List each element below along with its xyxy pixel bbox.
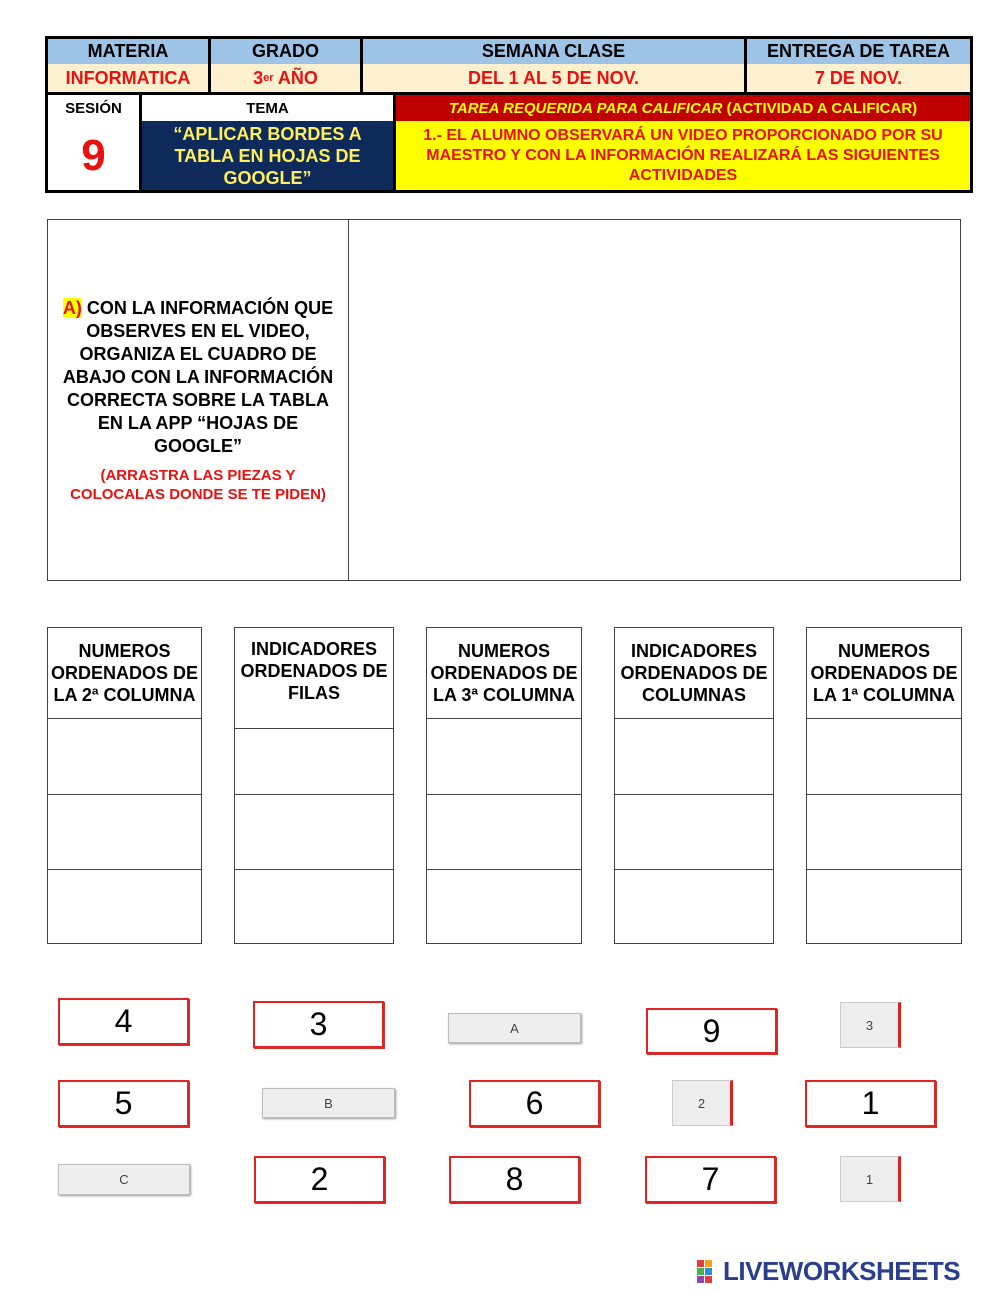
activity-instruction: CON LA INFORMACIÓN QUE OBSERVES EN EL VIDEO, ORGANIZA EL CUADRO DE ABAJO CON LA INFORMACIÓN CORRECTA SOBRE LA TABLA EN LA APP “HOJAS DE GOOGLE” — [62, 297, 334, 456]
drop-column-2 — [234, 627, 394, 944]
draggable-piece[interactable]: 1 — [840, 1156, 901, 1202]
tarea-label-italic: TAREA REQUERIDA PARA CALIFICAR — [448, 99, 723, 117]
instruction-panel — [48, 220, 349, 580]
tarea-text: 1.- EL ALUMNO OBSERVARÁ UN VIDEO PROPORCIONADO POR SU MAESTRO Y CON LA INFORMACIÓN REALIZARÁ LAS SIGUIENTES ACTIVIDADES — [396, 121, 970, 190]
drop-slot[interactable] — [427, 719, 581, 795]
drop-column-5 — [806, 627, 962, 944]
logo-icon — [697, 1260, 719, 1282]
tema-label: TEMA — [142, 95, 396, 121]
drop-slot[interactable] — [615, 719, 773, 795]
liveworksheets-logo — [697, 1257, 997, 1285]
draggable-piece[interactable]: 1 — [805, 1080, 936, 1127]
draggable-piece[interactable]: 8 — [449, 1156, 580, 1203]
draggable-piece[interactable]: 9 — [646, 1008, 777, 1054]
column-title: INDICADORES ORDENADOS DE COLUMNAS — [615, 628, 773, 719]
draggable-piece[interactable]: 3 — [840, 1002, 901, 1048]
grado-label: GRADO — [211, 39, 363, 64]
grado-number: 3 — [253, 67, 264, 88]
activity-marker: A) — [62, 297, 82, 318]
activity-note: (ARRASTRA LAS PIEZAS Y COLOCALAS DONDE SE TE PIDEN) — [70, 466, 326, 503]
drop-slot[interactable] — [48, 794, 201, 870]
draggable-piece[interactable]: 4 — [58, 998, 189, 1045]
materia-value: INFORMATICA — [48, 64, 211, 95]
drop-slot[interactable] — [48, 869, 201, 943]
drop-slot[interactable] — [427, 794, 581, 870]
grado-superscript: er — [263, 72, 274, 84]
drop-column-4 — [614, 627, 774, 944]
draggable-piece[interactable]: A — [448, 1013, 581, 1043]
brand-name: LIVEWORKSHEETS — [723, 1256, 961, 1286]
drop-slot[interactable] — [615, 794, 773, 870]
drop-slot[interactable] — [615, 869, 773, 943]
drop-slot[interactable] — [48, 719, 201, 795]
draggable-piece[interactable]: C — [58, 1164, 190, 1195]
activity-box — [47, 219, 961, 581]
tarea-label-rest: (ACTIVIDAD A CALIFICAR) — [722, 99, 918, 117]
video-area[interactable] — [349, 220, 960, 580]
entrega-value: 7 DE NOV. — [747, 64, 970, 95]
drop-slot[interactable] — [235, 719, 393, 795]
column-title: NUMEROS ORDENADOS DE LA 1ª COLUMNA — [807, 628, 961, 719]
column-title: NUMEROS ORDENADOS DE LA 3ª COLUMNA — [427, 628, 581, 719]
sesion-number: 9 — [48, 121, 142, 190]
drop-slot[interactable] — [807, 719, 961, 795]
semana-value: DEL 1 AL 5 DE NOV. — [363, 64, 747, 95]
drop-slot[interactable] — [235, 794, 393, 870]
drop-column-3 — [426, 627, 582, 944]
draggable-piece[interactable]: B — [262, 1088, 395, 1118]
column-title: NUMEROS ORDENADOS DE LA 2ª COLUMNA — [48, 628, 201, 719]
draggable-piece[interactable]: 5 — [58, 1080, 189, 1127]
drop-column-1 — [47, 627, 202, 944]
entrega-label: ENTREGA DE TAREA — [747, 39, 970, 64]
grado-rest: AÑO — [273, 67, 318, 88]
grado-value — [211, 64, 363, 95]
sesion-label: SESIÓN — [48, 95, 142, 121]
instruction-text — [54, 297, 342, 458]
draggable-piece[interactable]: 6 — [469, 1080, 600, 1127]
column-title: INDICADORES ORDENADOS DE FILAS — [235, 628, 393, 729]
tarea-label — [396, 95, 970, 121]
drop-slot[interactable] — [235, 869, 393, 943]
tema-text: “APLICAR BORDES A TABLA EN HOJAS DE GOOGLE” — [142, 121, 396, 190]
draggable-piece[interactable]: 2 — [254, 1156, 385, 1203]
materia-label: MATERIA — [48, 39, 211, 64]
drop-slot[interactable] — [807, 794, 961, 870]
draggable-piece[interactable]: 7 — [645, 1156, 776, 1203]
drop-slot[interactable] — [427, 869, 581, 943]
draggable-piece[interactable]: 2 — [672, 1080, 733, 1126]
draggable-piece[interactable]: 3 — [253, 1001, 384, 1048]
drop-slot[interactable] — [807, 869, 961, 943]
semana-label: SEMANA CLASE — [363, 39, 747, 64]
header-table — [45, 36, 973, 193]
